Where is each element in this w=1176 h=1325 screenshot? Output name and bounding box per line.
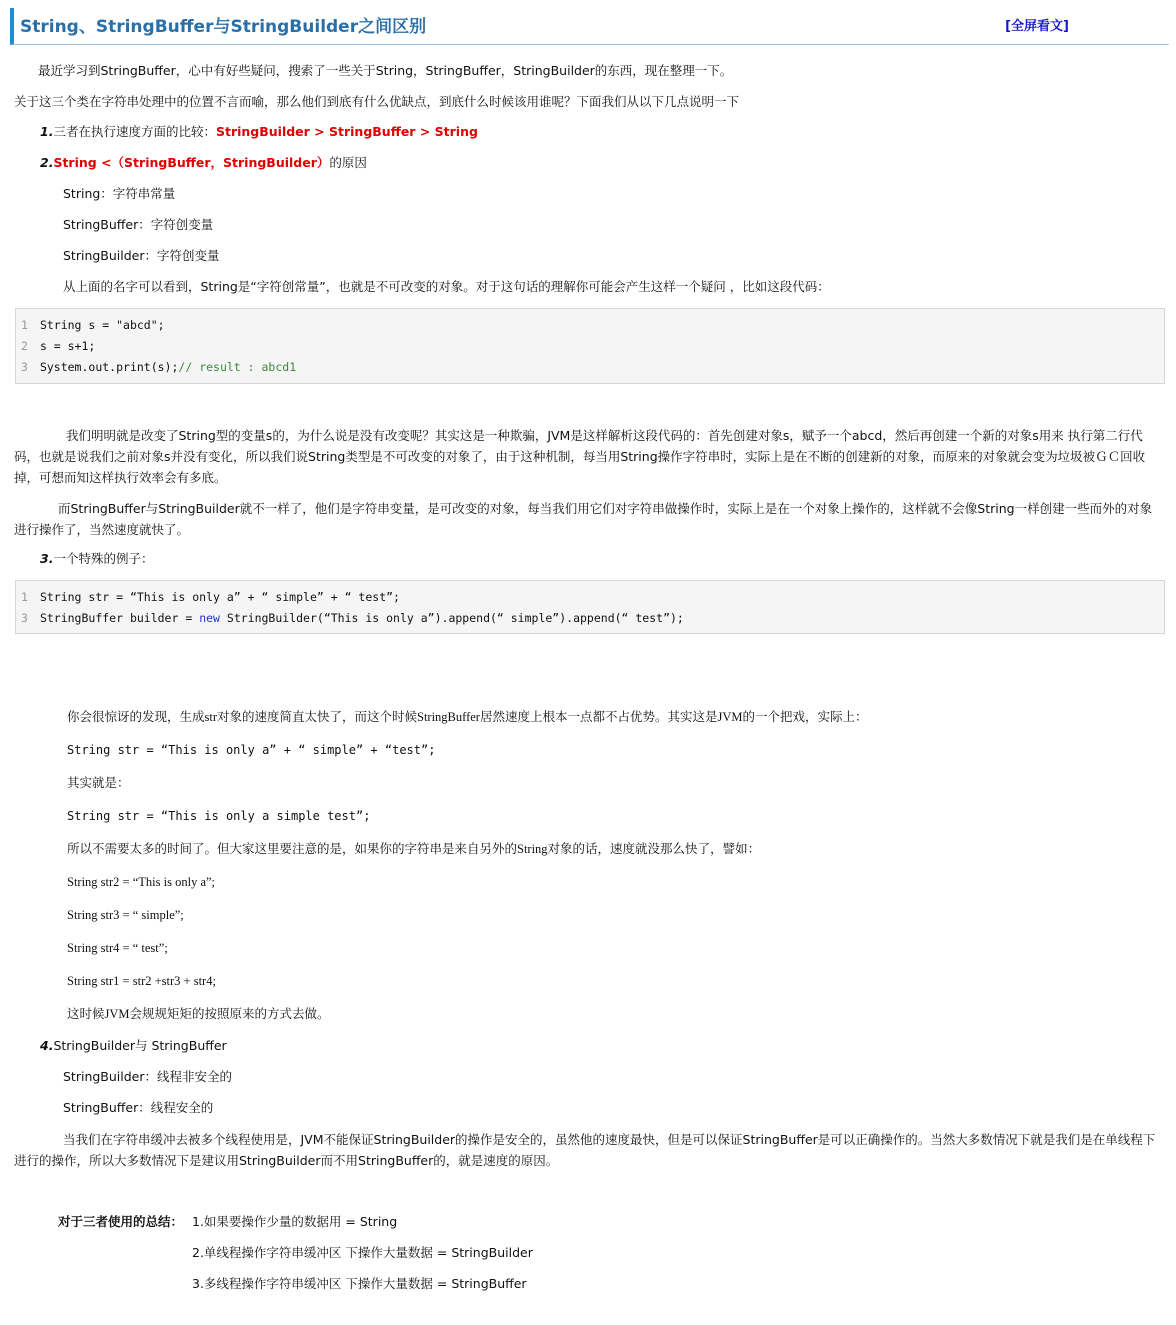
explanation-line: 从上面的名字可以看到，String是“字符创常量”，也就是不可改变的对象。对于这句话的理解你可能会产生这样一个疑问 ，比如这段代码： bbox=[63, 279, 830, 294]
article-header bbox=[10, 8, 1169, 45]
explanation-paragraph-1: 我们明明就是改变了String型的变量s的，为什么说是没有改变呢？其实这是一种欺骗，JVM是这样解析这段代码的：首先创建对象s，赋予一个abcd，然后再创建一个新的对象s用来 执行第二行代码，也就是说我们之前对象s并没有变化，所以我们说String类型是不可改变的对象了，由于这种机制，每当用String操作字符串时，实际上是在不断的创建新的对象，而原来的对象就会变为垃圾被ＧＣ回收掉，可想而知这样执行效率会有多底。 bbox=[14, 428, 1146, 485]
example-code-1: String str = “This is only a” + “ simple” + “test”; bbox=[67, 743, 436, 757]
intro-paragraph-1: 最近学习到StringBuffer，心中有好些疑问，搜索了一些关于String，StringBuffer，StringBuilder的东西，现在整理一下。 bbox=[38, 63, 733, 78]
section-number: 1. bbox=[40, 124, 54, 139]
stringbuilder-thread-safety: StringBuilder：线程非安全的 bbox=[63, 1069, 233, 1084]
section-number: 4. bbox=[40, 1038, 54, 1053]
summary-item-3: 3.多线程操作字符串缓冲区 下操作大量数据 = StringBuffer bbox=[192, 1276, 527, 1291]
code-line: 3 StringBuffer builder = new StringBuilder(“This is only a”).append(“ simple”).append(“ test”); bbox=[21, 611, 684, 625]
example-code-6: String str1 = str2 +str3 + str4; bbox=[67, 974, 216, 988]
code-block-1 bbox=[15, 308, 1165, 384]
section-4-heading bbox=[40, 1036, 227, 1056]
stringbuffer-definition: StringBuffer：字符创变量 bbox=[63, 217, 214, 232]
example-text-3: 所以不需要太多的时间了。但大家这里要注意的是，如果你的字符串是来自另外的String对象的话，速度就没那么快了，譬如： bbox=[67, 842, 761, 856]
section-red-text: String <（StringBuffer，StringBuilder） bbox=[53, 155, 330, 170]
section-text: 的原因 bbox=[329, 155, 367, 170]
section-text: 一个特殊的例子： bbox=[53, 551, 154, 566]
summary-item-2: 2.单线程操作字符串缓冲区 下操作大量数据 = StringBuilder bbox=[192, 1245, 533, 1260]
code-block-2 bbox=[15, 580, 1165, 634]
section-text: StringBuilder与 StringBuffer bbox=[53, 1038, 227, 1053]
string-definition: String：字符串常量 bbox=[63, 186, 176, 201]
example-code-4: String str3 = “ simple”; bbox=[67, 908, 184, 922]
code-line: 2 s = s+1; bbox=[21, 339, 96, 353]
section-2-heading bbox=[40, 153, 367, 173]
section-3-heading bbox=[40, 549, 153, 569]
code-line: 1 String str = “This is only a” + “ simple” + “ test”; bbox=[21, 590, 400, 604]
section-text: 三者在执行速度方面的比较： bbox=[53, 124, 216, 139]
fullscreen-link[interactable]: [全屏看文] bbox=[1005, 19, 1069, 34]
section-1-heading bbox=[40, 122, 478, 142]
stringbuffer-thread-safety: StringBuffer：线程安全的 bbox=[63, 1100, 214, 1115]
section-number: 3. bbox=[40, 551, 54, 566]
thread-safety-paragraph: 当我们在字符串缓冲去被多个线程使用是，JVM不能保证StringBuilder的操作是安全的，虽然他的速度最快，但是可以保证StringBuffer是可以正确操作的。当然大多数情况下就是我们是在单线程下进行的操作，所以大多数情况下是建议用StringBuilder而不用StringBuffer的，就是速度的原因。 bbox=[14, 1132, 1156, 1168]
code-line: 3 System.out.print(s);// result : abcd1 bbox=[21, 360, 297, 374]
article-title: String、StringBuffer与StringBuilder之间区别 bbox=[20, 17, 427, 37]
example-text-2: 其实就是： bbox=[67, 776, 130, 790]
explanation-paragraph-2: 而StringBuffer与StringBuilder就不一样了，他们是字符串变量，是可改变的对象，每当我们用它们对字符串做操作时，实际上是在一个对象上操作的，这样就不会像String一样创建一些而外的对象进行操作了，当然速度就快了。 bbox=[14, 501, 1153, 537]
example-text-1: 你会很惊讶的发现，生成str对象的速度简直太快了，而这个时候StringBuffer居然速度上根本一点都不占优势。其实这是JVM的一个把戏，实际上： bbox=[67, 710, 868, 724]
code-comment: // result : abcd1 bbox=[178, 360, 297, 374]
example-text-4: 这时候JVM会规规矩矩的按照原来的方式去做。 bbox=[67, 1007, 330, 1021]
summary-label: 对于三者使用的总结： bbox=[58, 1214, 184, 1229]
code-line: 1 String s = "abcd"; bbox=[21, 318, 165, 332]
intro-paragraph-2: 关于这三个类在字符串处理中的位置不言而喻，那么他们到底有什么优缺点，到底什么时候该用谁呢？下面我们从以下几点说明一下 bbox=[14, 94, 740, 109]
keyword-new: new bbox=[199, 611, 220, 625]
section-number: 2. bbox=[40, 155, 54, 170]
example-code-3: String str2 = “This is only a”; bbox=[67, 875, 216, 889]
stringbuilder-definition: StringBuilder：字符创变量 bbox=[63, 248, 220, 263]
summary-item-1: 1.如果要操作少量的数据用 = String bbox=[192, 1214, 398, 1229]
speed-comparison: StringBuilder > StringBuffer > String bbox=[215, 124, 478, 139]
example-code-2: String str = “This is only a simple test”; bbox=[67, 809, 371, 823]
example-code-5: String str4 = “ test”; bbox=[67, 941, 168, 955]
